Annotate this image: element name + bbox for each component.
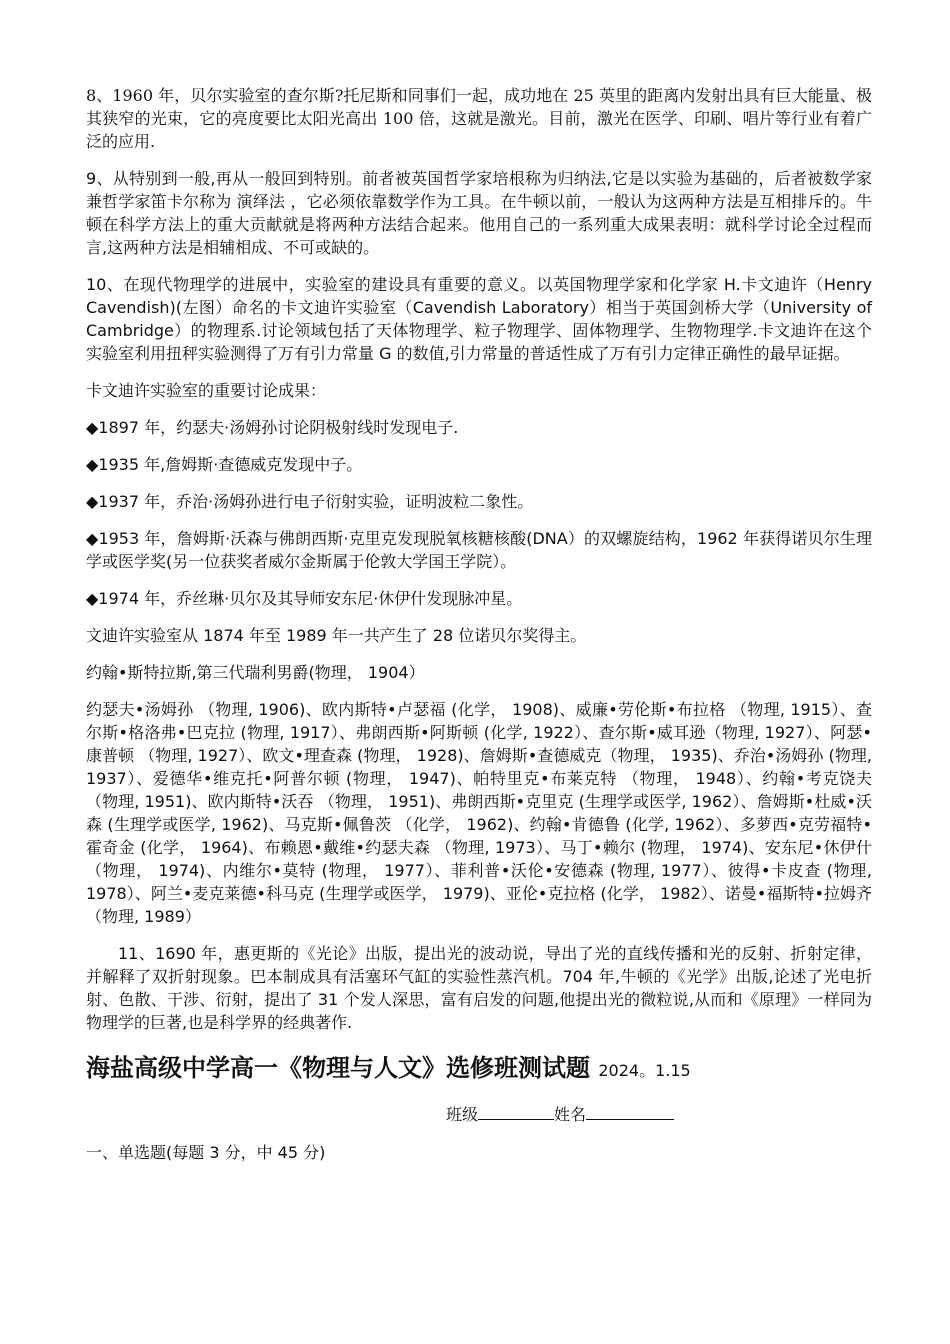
name-label: 姓名 [554,1105,587,1124]
name-blank[interactable] [586,1103,674,1120]
exam-date: 2024。1.15 [598,1061,691,1080]
bullet-1935: ◆1935 年,詹姆斯·查德威克发现中子。 [86,455,363,474]
paragraph-8: 8、1960 年，贝尔实验室的查尔斯?托尼斯和同事们一起，成功地在 25 英里的距离内发射出具有巨大能量、极其狭窄的光束，它的亮度要比太阳光高出 100 倍，这就是激光。目前，激光在医学、印刷、唱片等行业有着广泛的应用. [86,86,872,151]
exam-title-text: 海盐高级中学高一《物理与人文》选修班测试题 [86,1054,590,1082]
bullet-1897: ◆1897 年，约瑟夫·汤姆孙讨论阴极射线时发现电子. [86,418,459,437]
bullet-1974: ◆1974 年，乔丝琳·贝尔及其导师安东尼·休伊什发现脉冲星。 [86,589,523,608]
laureates-list: 约瑟夫•汤姆孙 （物理, 1906)、欧内斯特•卢瑟福 (化学， 1908)、威廉•劳伦斯•布拉格 （物理, 1915）、查尔斯•格洛弗•巴克拉 (物理, 1917）、弗朗西斯•阿斯顿 (化学, 1922）、查尔斯•威耳逊（物理, 1927）、阿瑟•康普顿 （物理, 1927）、欧文•理查森 (物理， 1928)、詹姆斯•查德威克（物理， 1935)、乔治•汤姆孙 (物理, 1937）、爱德华•维克托•阿普尔顿 (物理， 1947)、帕特里克•布莱克特 （物理， 1948）、约翰•考克饶夫 （物理, 1951)、欧内斯特•沃吞 （物理， 1951)、弗朗西斯•克里克 (生理学或医学, 1962）、詹姆斯•杜威•沃森 (生理学或医学, 1962)、马克斯•佩鲁茨 （化学， 1962)、约翰•肯德鲁 (化学, 1962）、多萝西•克劳福特•霍奇金 (化学， 1964)、布赖恩•戴维•约瑟夫森 （物理, 1973）、马丁•赖尔 (物理， 1974)、安东尼•休伊什 （物理， 1974)、内维尔•莫特 (物理， 1977）、菲利普•沃伦•安德森 (物理, 1977）、彼得•卡皮查 (物理, 1978）、阿兰•麦克莱德•科马克 (生理学或医学， 1979)、亚伦•克拉格 (化学， 1982）、诺曼•福斯特•拉姆齐 （物理, 1989） [86,700,872,926]
class-label: 班级 [446,1105,479,1124]
paragraph-9: 9、从特别到一般,再从一般回到特别。前者被英国哲学家培根称为归纳法,它是以实验为基础的，后者被数学家兼哲学家笛卡尔称为 演绎法 ，它必须依靠数学作为工具。在牛顿以前，一般认为这两种方法是互相排斥的。牛顿在科学方法上的重大贡献就是将两种方法结合起来。他用自己的一系列重大成果表明：就科学讨论全过程而言,这两种方法是相辅相成、不可或缺的。 [86,169,872,257]
document-page [86,84,872,1164]
nobel-count: 文迪许实验室从 1874 年至 1989 年一共产生了 28 位诺贝尔奖得主。 [86,626,587,645]
section-heading-1: 一、单选题(每题 3 分，中 45 分) [86,1143,326,1162]
achievements-intro: 卡文迪许实验室的重要讨论成果： [86,381,327,400]
paragraph-11: 11、1690 年，惠更斯的《光论》出版，提出光的波动说，导出了光的直线传播和光的反射、折射定律，并解释了双折射现象。巴本制成具有活塞环气缸的实验性蒸汽机。704 年,牛顿的《光学》出版,论述了光电折射、色散、干涉、衍射，提出了 31 个发人深思，富有启发的问题,他提出光的微粒说,从而和《原理》一样同为物理学的巨著,也是科学界的经典著作. [86,944,872,1032]
exam-title [86,1052,872,1087]
class-blank[interactable] [478,1103,554,1120]
rayleigh-line: 约翰•斯特拉斯,第三代瑞利男爵(物理， 1904） [86,663,425,682]
class-name-line [446,1103,872,1126]
bullet-1937: ◆1937 年，乔治·汤姆孙进行电子衍射实验，证明波粒二象性。 [86,492,534,511]
paragraph-10: 10、在现代物理学的进展中，实验室的建设具有重要的意义。以英国物理学家和化学家 H.卡文迪许（Henry Cavendish)(左图）命名的卡文迪许实验室（Cavendish Laboratory）相当于英国剑桥大学（University of Cambridge）的物理系.讨论领域包括了天体物理学、粒子物理学、固体物理学、生物物理学.卡文迪许在这个实验室利用扭秤实验测得了万有引力常量 G 的数值,引力常量的普适性成了万有引力定律正确性的最早证据。 [86,275,872,363]
bullet-1953: ◆1953 年，詹姆斯·沃森与佛朗西斯·克里克发现脱氧核糖核酸(DNA）的双螺旋结构，1962 年获得诺贝尔生理学或医学奖(另一位获奖者威尔金斯属于伦敦大学国王学院）。 [86,529,872,571]
